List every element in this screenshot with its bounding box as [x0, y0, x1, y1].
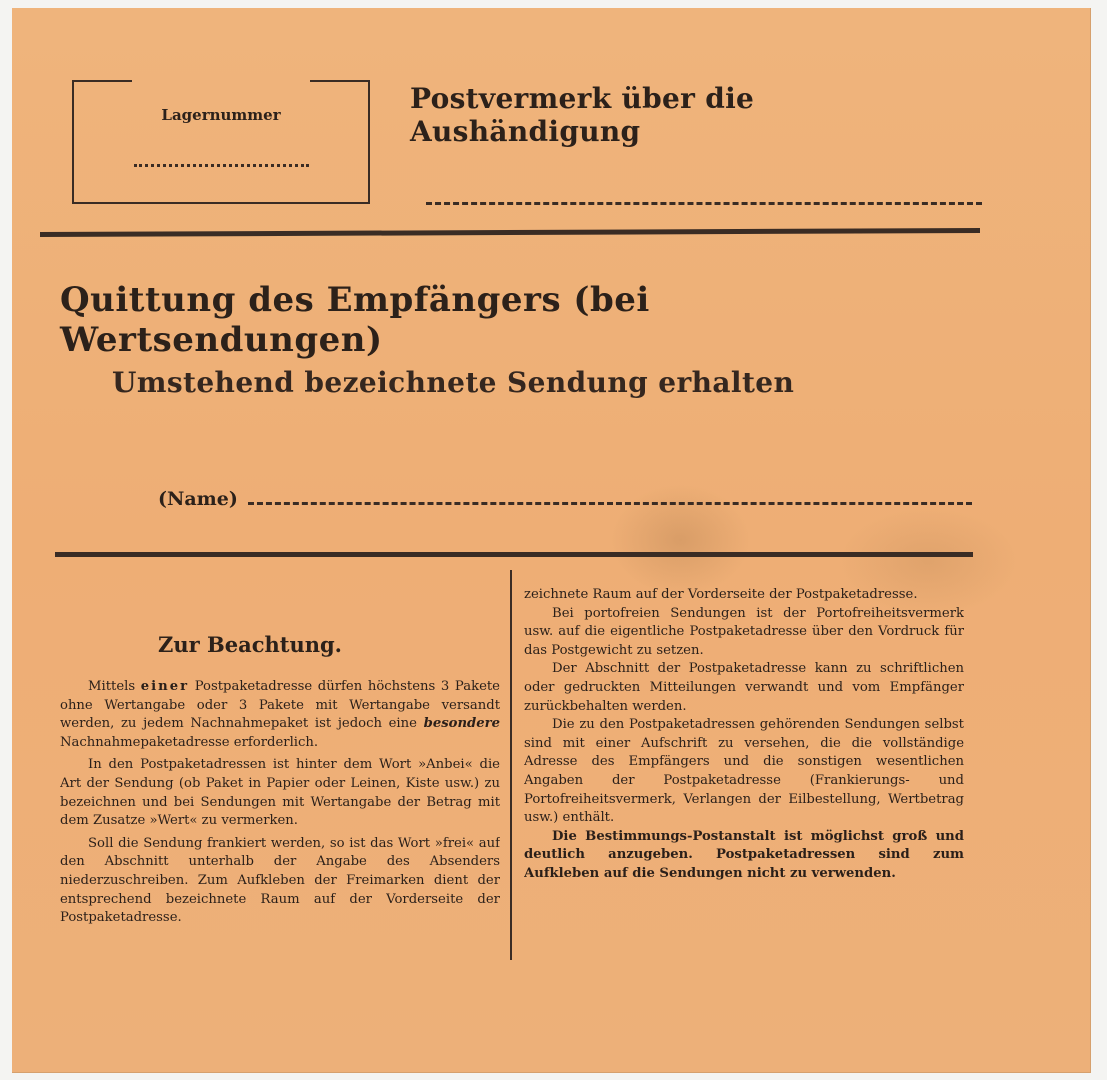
p1-besondere: besondere [423, 716, 500, 732]
p1-einer: einer [140, 679, 190, 694]
right-paragraph-5: Die Bestimmungs-Postanstalt ist möglichst groß und deutlich anzugeben. Postpaketadressen sind zum Aufkleben auf die Sendungen nicht zu verwenden. [524, 828, 964, 881]
beachtung-heading: Zur Beachtung. [158, 632, 342, 657]
divider-rule-middle [55, 552, 973, 557]
lagernummer-box [72, 80, 370, 204]
column-divider [510, 570, 512, 960]
postvermerk-line [426, 202, 982, 205]
right-paragraph-4: Die zu den Postpaketadressen gehörenden Sendungen selbst sind mit einer Aufschrift zu versehen, die die vollständige Adresse des Empfängers und die sonstigen wesentlichen Angaben der Postpaketadresse (Frankierungs- und Portofreiheitsvermerk, Verlangen der Eilbestellung, Wertbetrag usw.) enthält. [524, 717, 964, 826]
box-top-edge-left [72, 80, 132, 82]
quittung-heading: Quittung des Empfängers (bei Wertsendungen) [60, 280, 650, 360]
name-label: (Name) [158, 488, 238, 510]
p1-end: Nachnahmepaketadresse erforderlich. [60, 734, 319, 750]
p1-mittels: Mittels [88, 679, 136, 694]
beachtung-left-column [60, 678, 500, 958]
left-paragraph-1 [60, 678, 500, 752]
receipt-statement: Umstehend bezeichnete Sendung erhalten [112, 366, 795, 399]
name-signature-line [248, 502, 972, 505]
lagernummer-line [134, 164, 309, 167]
right-paragraph-2: Bei portofreien Sendungen ist der Portofreiheitsvermerk usw. auf die eigentliche Postpaketadresse über den Vordruck für das Postgewicht zu setzen. [524, 605, 964, 658]
box-top-edge-right [310, 80, 370, 82]
postvermerk-heading: Postvermerk über die Aushändigung [410, 82, 755, 148]
right-paragraph-1: zeichnete Raum auf der Vorderseite der Postpaketadresse. [524, 587, 918, 602]
left-paragraph-2: In den Postpaketadressen ist hinter dem Wort »Anbei« die Art der Sendung (ob Paket in Papier oder Leinen, Kiste usw.) zu bezeichnen und bei Sendungen mit Wertangabe der Betrag mit dem Zusatze »Wert« zu vermerken. [60, 757, 500, 829]
beachtung-right-column [524, 586, 964, 956]
lagernummer-label: Lagernummer [161, 106, 281, 124]
right-paragraph-3: Der Abschnitt der Postpaketadresse kann zu schriftlichen oder gedruckten Mitteilungen verwandt und vom Empfänger zurückbehalten werden. [524, 661, 964, 714]
left-paragraph-3: Soll die Sendung frankiert werden, so ist das Wort »frei« auf den Abschnitt unterhalb der Angabe des Absenders niederzuschreiben. Zum Aufkleben der Freimarken dient der entsprechend bezeichnete Raum auf der Vorderseite der Postpaketadresse. [60, 835, 500, 926]
p1-text: Postpaketadresse dürfen höchstens 3 Pakete ohne Wertangabe oder 3 Pakete mit Wertangabe versandt werden, zu jedem Nachnahmepaket ist jedoch eine [60, 679, 500, 732]
